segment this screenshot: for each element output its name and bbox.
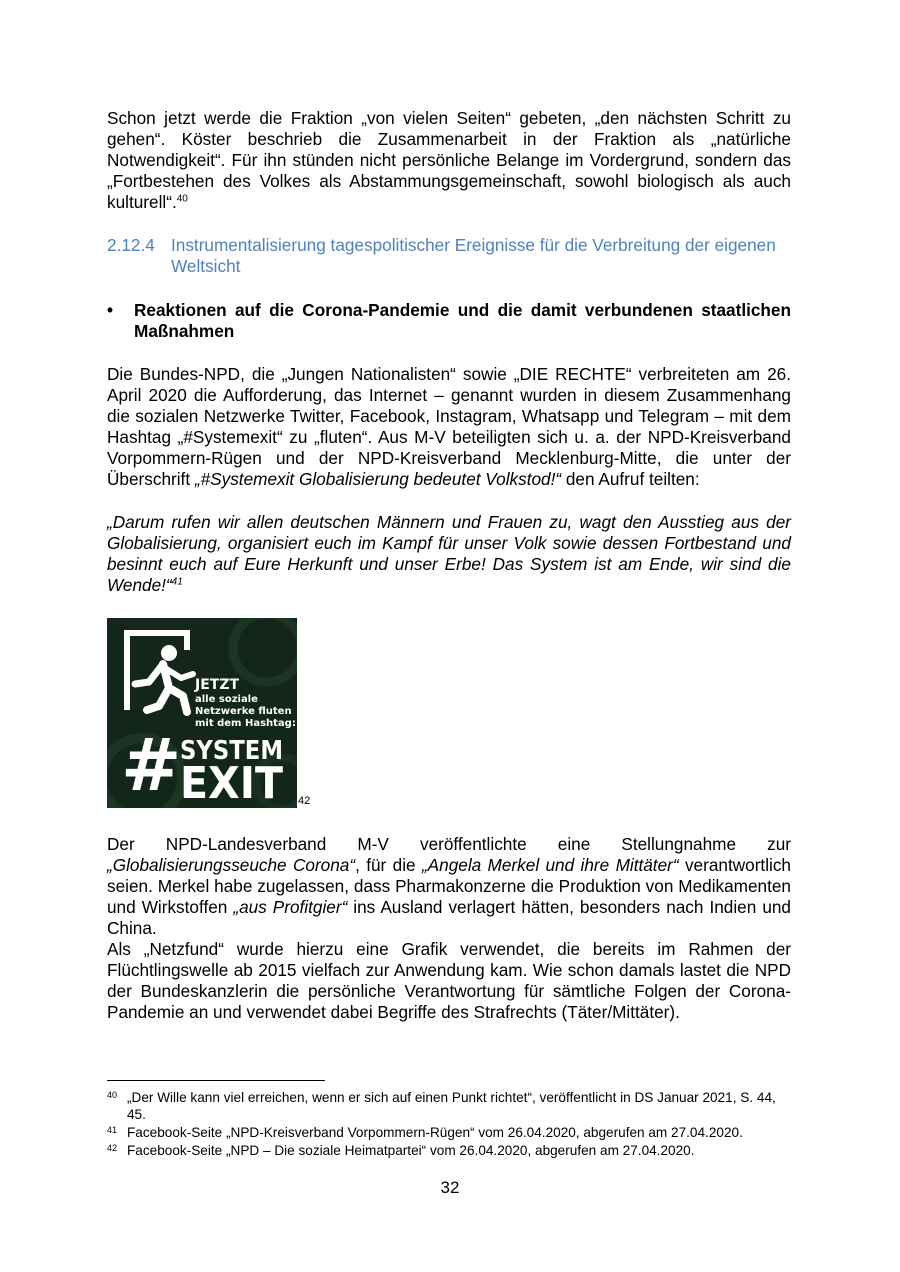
paragraph-corona-statement: Der NPD-Landesverband M-V veröffentlichte eine Stellungnahme zur „Globalisierungsseuche Corona“, für die „Angela Merkel und ihre Mittäter“ verantwortlich seien. Merkel habe zugelassen, dass Pharmakonzerne die Produktion von Medikamenten und Wirkstoffen „aus Profitgier“ ins Ausland verlagert hätten, besonders nach Indien und China. xyxy=(107,834,791,938)
footnote-40 xyxy=(107,1089,791,1123)
poster-word-system: SYSTEM xyxy=(180,736,283,766)
section-heading xyxy=(107,235,791,277)
footnote-42 xyxy=(107,1142,791,1159)
paragraph-intro: Schon jetzt werde die Fraktion „von vielen Seiten“ gebeten, „den nächsten Schritt zu gehen“. Köster beschrieb die Zusammenarbeit in der Fraktion als „natürliche Notwendigkeit“. Für ihn stünden nicht persönliche Belange im Vordergrund, sondern das „Fortbestehen des Volkes als Abstammungsgemeinschaft, sowohl biologisch als auch kulturell“.$^{40}$ xyxy=(107,108,791,212)
footnote-divider xyxy=(107,1080,325,1081)
footnote-ref-41[interactable]: 41 xyxy=(171,576,183,588)
footnote-text: „Der Wille kann viel erreichen, wenn er sich auf einen Punkt richtet“, veröffentlicht in DS Januar 2021, S. 44, 45. xyxy=(127,1090,776,1122)
poster-hash: # xyxy=(121,723,182,807)
paragraph-systemexit: Die Bundes-NPD, die „Jungen Nationalisten“ sowie „DIE RECHTE“ verbreiteten am 26. April 2020 die Aufforderung, das Internet – genannt wurden in diesem Zusammenhang die sozialen Netzwerke Twitter, Facebook, Instagram, Whatsapp und Telegram – mit dem Hashtag „#Systemexit“ zu „fluten“. Aus M-V beteiligten sich u. a. der NPD-Kreisverband Vorpommern-Rügen und der NPD-Kreisverband Mecklenburg-Mitte, die unter der Überschrift „#Systemexit Globalisierung bedeutet Volkstod!“ den Aufruf teilten: xyxy=(107,364,791,489)
poster-line-2: alle soziale xyxy=(195,694,258,705)
quote-block: „Darum rufen wir allen deutschen Männern und Frauen zu, wagt den Ausstieg aus der Globalisierung, organisiert euch im Kampf für unser Volk sowie dessen Fortbestand und besinnt euch auf Eure Herkunft und unser Erbe! Das System ist am Ende, wir sind die Wende!“$^{41}$ xyxy=(107,512,791,595)
footnote-ref-42[interactable]: 42 xyxy=(298,795,311,807)
bullet-text: Reaktionen auf die Corona-Pandemie und die damit verbundenen staatlichen Maßnahmen xyxy=(134,300,791,341)
bullet-heading xyxy=(107,300,791,342)
footnotes xyxy=(107,1080,791,1160)
footnote-number: 42 xyxy=(107,1143,118,1153)
poster-line-3: Netzwerke fluten xyxy=(195,706,292,717)
poster-line-jetzt: JETZT xyxy=(195,677,240,693)
footnote-41 xyxy=(107,1124,791,1141)
footnote-number: 40 xyxy=(107,1090,118,1100)
paragraph-netzfund: Als „Netzfund“ wurde hierzu eine Grafik verwendet, die bereits im Rahmen der Flüchtlingswelle ab 2015 vielfach zur Anwendung kam. Wie schon damals lastet die NPD der Bundeskanzlerin die persönliche Verantwortung für sämtliche Folgen der Corona-Pandemie an und verwendet dabei Begriffe des Strafrechts (Täter/Mittäter). xyxy=(107,939,791,1022)
footnote-text: Facebook-Seite „NPD-Kreisverband Vorpommern-Rügen“ vom 26.04.2020, abgerufen am 27.04.2020. xyxy=(127,1125,743,1140)
section-number: 2.12.4 xyxy=(107,235,155,255)
bullet-icon: • xyxy=(107,300,114,320)
footnote-ref-40[interactable]: 40 xyxy=(176,193,188,205)
page-number: 32 xyxy=(440,1178,460,1197)
poster-graphic xyxy=(107,618,297,808)
systemexit-poster-image xyxy=(107,618,297,808)
poster-word-exit: EXIT xyxy=(180,758,283,808)
poster-figure xyxy=(107,618,791,808)
footnote-text: Facebook-Seite „NPD – Die soziale Heimatpartei“ vom 26.04.2020, abgerufen am 27.04.2020. xyxy=(127,1143,695,1158)
page-content xyxy=(107,108,791,1023)
section-title: Instrumentalisierung tagespolitischer Ereignisse für die Verbreitung der eigenen Weltsicht xyxy=(171,235,776,276)
poster-line-4: mit dem Hashtag: xyxy=(195,718,296,729)
footnote-number: 41 xyxy=(107,1125,118,1135)
